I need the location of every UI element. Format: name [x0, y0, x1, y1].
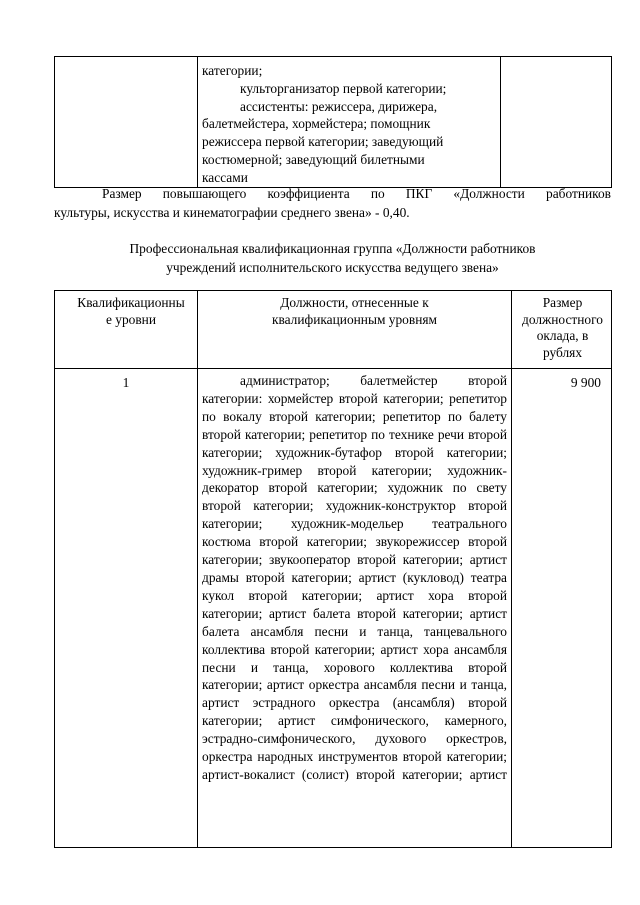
- continuation-line: костюмерной; заведующий билетными: [202, 151, 425, 167]
- header-positions: [198, 291, 512, 369]
- continuation-line: категории;: [202, 63, 263, 78]
- coefficient-note-line1: Размер повышающего коэффициента по ПКГ «Должности работников: [102, 186, 611, 201]
- table-header-row: [55, 291, 612, 369]
- header-level-text: Квалификационные уровни: [77, 295, 185, 327]
- header-positions-text: Должности, отнесенные к квалификационным уровням: [271, 295, 438, 327]
- continuation-line: балетмейстера, хормейстера; помощник: [202, 116, 431, 132]
- header-salary: [512, 291, 612, 369]
- qualification-table: [54, 290, 612, 848]
- continuation-level-cell: [55, 57, 198, 188]
- coefficient-note: [54, 184, 611, 222]
- continuation-line: ассистенты: режиссера, дирижера,: [240, 98, 438, 114]
- level-cell: [55, 369, 198, 848]
- continuation-positions-cell: [198, 57, 501, 188]
- continuation-positions-text: [198, 57, 500, 187]
- table-row: [55, 369, 612, 848]
- header-level: [55, 291, 198, 369]
- header-salary-text: Размер должностного оклада, в рублях: [522, 295, 603, 360]
- continuation-line: режиссера первой категории; заведующий: [202, 134, 444, 150]
- group-title-line1: Профессиональная квалификационная группа «Должности работников: [129, 241, 536, 256]
- continuation-line: культорганизатор первой категории;: [240, 80, 447, 96]
- positions-text: администратор; балетмейстер второй категории: хормейстер второй категории; репетитор по вокалу второй категории; репетитор по балету второй категории; репетитор по технике речи второй категории; художник-бутафор второй категории; художник-гример второй категории; художник-декоратор второй категории; художник по свету второй категории; художник-конструктор второй категории; художник-модельер театрального костюма второй категории; звукорежиссер второй категории; звукооператор второй категории; артист драмы второй категории; артист (кукловод) театра кукол второй категории; артист хора второй категории; артист балета второй категории; артист балета ансамбля песни и танца, танцевального коллектива второй категории; артист хора ансамбля песни и танца, хорового коллектива второй категории; артист оркестра ансамбля песни и танца, артист эстрадного оркестра (ансамбля) второй категории; артист симфонического, камерного, эстрадно-симфонического, духового оркестров, оркестра народных инструментов второй категории; артист-вокалист (солист) второй категории; артист: [202, 373, 507, 782]
- positions-cell: [198, 369, 512, 848]
- coefficient-note-line2: культуры, искусства и кинематографии среднего звена» - 0,40.: [54, 205, 410, 220]
- continuation-salary-cell: [501, 57, 612, 188]
- group-title: [54, 239, 611, 277]
- salary-cell: [512, 369, 612, 848]
- continuation-table: [54, 56, 612, 188]
- salary-value: 9 900: [570, 375, 601, 390]
- group-title-line2: учреждений исполнительского искусства ведущего звена»: [166, 260, 499, 275]
- continuation-line: кассами: [202, 169, 248, 185]
- level-value: 1: [122, 375, 130, 390]
